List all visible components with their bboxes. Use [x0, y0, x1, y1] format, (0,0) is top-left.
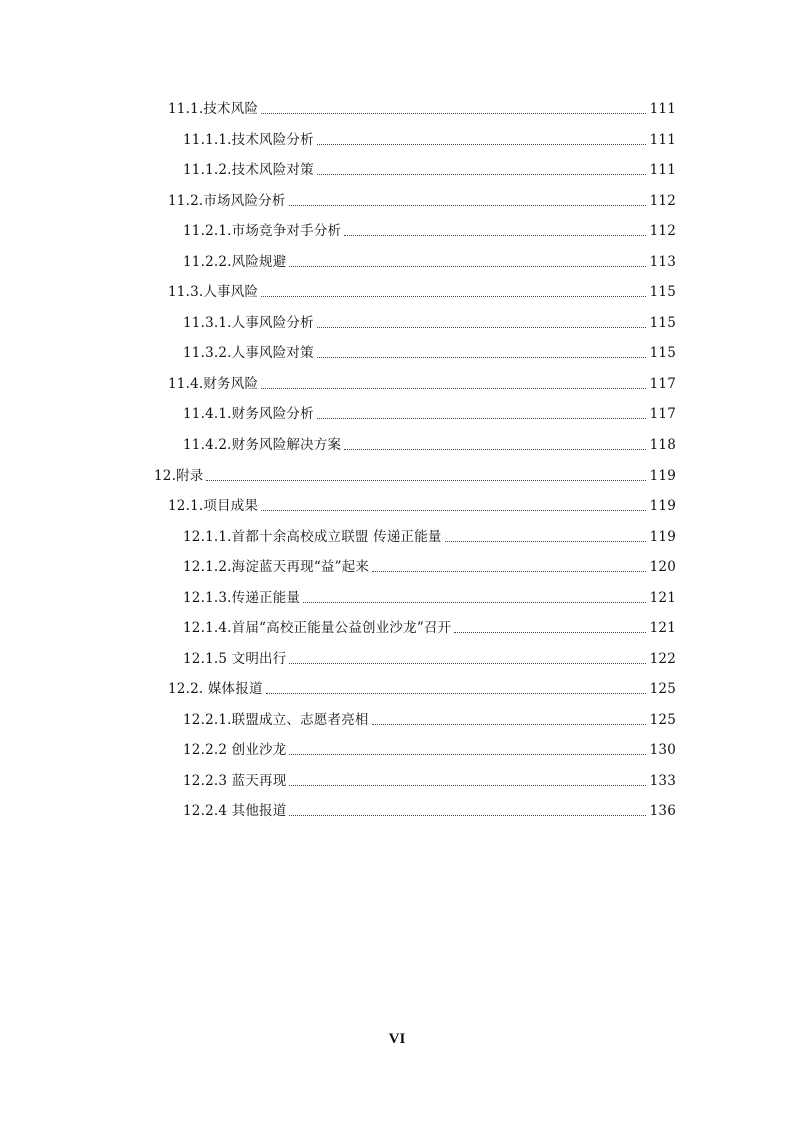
toc-entry-title: 12.2.1.联盟成立、志愿者亮相 — [183, 712, 369, 728]
toc-entry[interactable] — [183, 740, 676, 760]
toc-entry-page: 112 — [649, 223, 676, 239]
dot-leader — [289, 784, 645, 786]
toc-entry[interactable] — [183, 649, 676, 669]
toc-entry-title: 11.1.1.技术风险分析 — [183, 132, 314, 148]
toc-entry[interactable] — [183, 435, 676, 455]
toc-entry-page: 119 — [649, 498, 676, 514]
dot-leader — [344, 234, 645, 236]
dot-leader — [289, 814, 645, 816]
toc-entry[interactable] — [183, 801, 676, 821]
toc-entry[interactable] — [168, 679, 676, 699]
toc-entry-page: 122 — [649, 651, 676, 667]
toc-entry[interactable] — [183, 130, 676, 150]
toc-entry-page: 115 — [649, 345, 676, 361]
dot-leader — [261, 295, 645, 297]
toc-entry[interactable] — [183, 343, 676, 363]
toc-entry-page: 115 — [649, 284, 676, 300]
toc-entry[interactable] — [183, 404, 676, 424]
toc-entry-page: 115 — [649, 315, 676, 331]
dot-leader — [317, 356, 646, 358]
toc-entry-page: 121 — [649, 620, 676, 636]
toc-entry-page: 133 — [649, 773, 676, 789]
dot-leader — [289, 265, 645, 267]
toc-entry-title: 11.2.2.风险规避 — [183, 254, 287, 270]
toc-entry-page: 121 — [649, 590, 676, 606]
toc-entry[interactable] — [183, 710, 676, 730]
toc-entry[interactable] — [183, 588, 676, 608]
dot-leader — [266, 692, 646, 694]
toc-entry-page: 125 — [649, 712, 676, 728]
toc-entry-title: 12.2. 媒体报道 — [168, 681, 263, 697]
toc-entry[interactable] — [183, 557, 676, 577]
toc-entry-title: 11.4.2.财务风险解决方案 — [183, 437, 342, 453]
toc-entry-page: 125 — [649, 681, 676, 697]
toc-entry-page: 117 — [649, 406, 676, 422]
toc-entry[interactable] — [183, 160, 676, 180]
dot-leader — [289, 204, 646, 206]
toc-entry-title: 12.1.5 文明出行 — [183, 651, 287, 667]
dot-leader — [344, 448, 645, 450]
toc-entry[interactable] — [168, 496, 676, 516]
dot-leader — [445, 540, 646, 542]
toc-entry[interactable] — [183, 221, 676, 241]
dot-leader — [454, 631, 645, 633]
toc-entry-page: 118 — [649, 437, 676, 453]
toc-entry-page: 136 — [649, 803, 676, 819]
toc-entry-page: 112 — [649, 193, 676, 209]
dot-leader — [289, 753, 645, 755]
toc-entry-title: 12.1.4.首届“高校正能量公益创业沙龙”召开 — [183, 620, 452, 636]
toc-entry-title: 11.1.2.技术风险对策 — [183, 162, 314, 178]
toc-entry-page: 111 — [649, 132, 676, 148]
dot-leader — [303, 601, 645, 603]
dot-leader — [261, 509, 645, 511]
dot-leader — [317, 143, 646, 145]
toc-entry-page: 111 — [649, 162, 676, 178]
dot-leader — [372, 570, 645, 572]
toc-entry-page: 119 — [649, 529, 676, 545]
toc-entry-title: 11.1.技术风险 — [168, 101, 259, 117]
dot-leader — [317, 417, 646, 419]
dot-leader — [206, 479, 645, 481]
toc-entry-title: 11.2.1.市场竞争对手分析 — [183, 223, 342, 239]
toc-entry-title: 11.3.人事风险 — [168, 284, 259, 300]
toc-entry-title: 12.1.2.海淀蓝天再现“益”起来 — [183, 559, 370, 575]
toc-entry-title: 12.附录 — [154, 468, 204, 484]
toc-entry-page: 113 — [649, 254, 676, 270]
toc-entry-title: 12.2.3 蓝天再现 — [183, 773, 287, 789]
toc-entry-page: 130 — [649, 742, 676, 758]
toc-entry-page: 119 — [649, 468, 676, 484]
toc-entry-title: 12.1.3.传递正能量 — [183, 590, 301, 606]
toc-entry-title: 11.2.市场风险分析 — [168, 193, 286, 209]
toc-entry[interactable] — [183, 618, 676, 638]
toc-entry[interactable] — [168, 374, 676, 394]
toc-entry[interactable] — [154, 466, 676, 486]
toc-entry-page: 111 — [649, 101, 676, 117]
dot-leader — [261, 387, 645, 389]
toc-entry-title: 12.2.4 其他报道 — [183, 803, 287, 819]
toc-entry-title: 11.4.1.财务风险分析 — [183, 406, 314, 422]
dot-leader — [261, 112, 645, 114]
toc-entry[interactable] — [168, 191, 676, 211]
toc-entry-page: 120 — [649, 559, 676, 575]
toc-entry-title: 12.1.项目成果 — [168, 498, 259, 514]
toc-entry-title: 11.3.2.人事风险对策 — [183, 345, 314, 361]
dot-leader — [317, 326, 646, 328]
toc-entry-title: 11.4.财务风险 — [168, 376, 259, 392]
dot-leader — [372, 723, 646, 725]
toc-entry[interactable] — [183, 313, 676, 333]
dot-leader — [317, 173, 646, 175]
page-number-footer: VI — [388, 1031, 406, 1047]
toc-entry-page: 117 — [649, 376, 676, 392]
toc-entry-title: 11.3.1.人事风险分析 — [183, 315, 314, 331]
toc-entry-title: 12.2.2 创业沙龙 — [183, 742, 287, 758]
toc-entry[interactable] — [168, 282, 676, 302]
dot-leader — [289, 662, 645, 664]
toc-entry[interactable] — [183, 252, 676, 272]
toc-entry[interactable] — [183, 527, 676, 547]
toc-entry-title: 12.1.1.首都十余高校成立联盟 传递正能量 — [183, 529, 442, 545]
toc-entry[interactable] — [168, 99, 676, 119]
toc-entry[interactable] — [183, 771, 676, 791]
